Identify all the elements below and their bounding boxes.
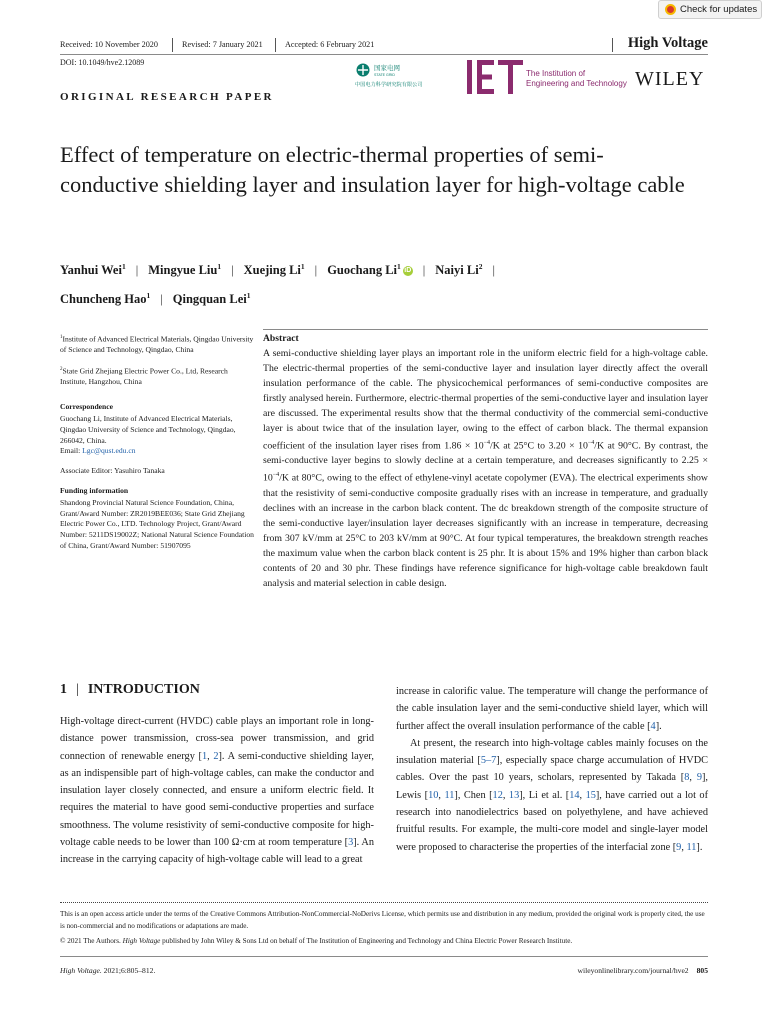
author-separator: | [160, 292, 163, 307]
journal-italic: High Voltage [122, 937, 161, 945]
revised-date: Revised: 7 January 2021 [182, 40, 263, 49]
license-text: This is an open access article under the terms of the Creative Commons Attribution-NonCommercial-NoDerivs License, which permits use and distribution in any medium, provided the original work is properly cited, the use is non-commercial and no modifications or adaptations are made. [60, 910, 705, 930]
wiley-logo: WILEY [635, 68, 705, 90]
section-title: INTRODUCTION [87, 682, 200, 697]
author-separator: | [492, 263, 495, 278]
check-for-updates-label: Check for updates [680, 4, 758, 15]
author-name[interactable]: Yanhui Wei [60, 263, 122, 278]
affiliation-marker: 1 [300, 262, 305, 271]
citation-link[interactable]: 13 [508, 789, 520, 801]
text-run: , [681, 841, 687, 853]
exponent: −4 [483, 440, 490, 446]
citation-link[interactable]: 11 [444, 789, 455, 801]
text-run: published by John Wiley & Sons Ltd on behalf of The Institution of Engineering and Technology and China Electric Power Research Institute. [160, 937, 573, 945]
text-run: , [207, 750, 214, 762]
affiliation-text: Institute of Advanced Electrical Materials, Qingdao University of Science and Technology, Qingdao, China [60, 334, 254, 355]
sg-institute: 中国电力科学研究院有限公司 [355, 82, 423, 88]
section-divider: | [76, 682, 79, 697]
author-separator: | [422, 263, 426, 278]
affiliation-marker: 1 [217, 262, 222, 271]
text-run: ]. A semi-conductive shielding layer, as an indispensible part of high-voltage cables, can make the conductor and insulation layer closely connected, and ensure a uniform electric field. It requires the material to have good semi-conductive properties and surface smoothness. The volume resistivity of semi-conductive composite for high- voltage cable needs to be lower than 100 Ω·cm at room temperature [ [60, 750, 374, 849]
citation-link[interactable]: 9 [676, 841, 682, 853]
citation-link[interactable]: 9 [696, 772, 702, 784]
footer-volume: 2021;6:805–812. [101, 966, 156, 975]
article-title: Effect of temperature on electric-thermal properties of semi-conductive shielding layer and insulation layer for high-voltage cable [60, 142, 685, 197]
funding [60, 486, 256, 552]
check-for-updates-button[interactable] [658, 0, 762, 19]
footer-rule [60, 956, 708, 957]
affiliation-text: State Grid Zhejiang Electric Power Co., Ltd, Research Institute, Hangzhou, China [60, 366, 228, 387]
text-run: ]. An increase in the carrying capacity of high-voltage cable will lead to a great [60, 837, 374, 866]
text-run: , [502, 789, 509, 801]
article-info-sidebar [60, 333, 256, 561]
text-run: , [438, 789, 445, 801]
citation-link[interactable]: 15 [585, 789, 596, 801]
affiliation-marker: 1 [246, 291, 251, 301]
crossmark-icon [665, 4, 676, 15]
text-run: increase in calorific value. The temperature will change the performance of the cable insulation layer and the semi-conductive shield layer, which will further affect the overall insulation performance of the cable [ [396, 686, 708, 732]
abstract-part: A semi-conductive shielding layer plays an important role in the uniform electric field for a high-voltage cable. The electric-thermal properties of the semi-conductive layer and insulation layer directly affect the overall insulation performance of the cable. The physicochemical performances of semi-conductive composites are firstly analysed herein. Furthermore, electric-thermal properties of the semi-conductive layer and insulation layer are discussed. The experimental results show that the thermal conductivity of the commercial semi-conductive layer is about twice that of the insulation layer, owing to the effect of carbon black. The thermal expansion coefficient of the insulation layer rises from 1.86 × 10 [263, 348, 708, 452]
affiliation-marker: 2 [60, 367, 63, 373]
citation-link[interactable]: 12 [492, 789, 503, 801]
sg-en: STATE GRID [374, 73, 396, 77]
text-run: ], Li et al. [ [519, 789, 570, 801]
text-run: ], Chen [ [454, 789, 493, 801]
body-column-right [396, 683, 708, 856]
affiliation-2 [60, 365, 256, 388]
funding-heading: Funding information [60, 486, 129, 496]
author-name[interactable]: Mingyue Liu [148, 263, 218, 278]
author-separator: | [231, 263, 234, 278]
citation-link[interactable]: 14 [569, 789, 580, 801]
iet-logo [467, 60, 629, 94]
text-run: ], Lewis [ [396, 772, 708, 801]
author-name[interactable]: Guochang Li [327, 263, 397, 278]
text-run: © 2021 The Authors. [60, 937, 123, 945]
doi[interactable]: DOI: 10.1049/hve2.12089 [60, 58, 145, 67]
citation-link[interactable]: 8 [684, 772, 690, 784]
article-history-header [60, 35, 708, 54]
article-type: ORIGINAL RESEARCH PAPER [60, 91, 274, 103]
divider [612, 38, 613, 52]
abstract-heading: Abstract [263, 333, 299, 344]
abstract-part: /K at 80°C, owing to the effect of ethylene-vinyl acetate copolymer (EVA). The electrical experiments show that the resistivity of semi-conductive composite gradually rises with an increase in temperature, and gradually declines with an increase in the carbon black content. The dc breakdown strength of the composite structure of the semi-conductive layer/insulation layer decreases significantly with an increase in temperature, decreasing from 307 kV/mm at 25°C to 203 kV/mm at 90°C. At four typical temperatures, the breakdown strength reaches the maximum value when the carbon black content is 25 phr. It is about 15% and 19% higher than carbon black contents of 20 and 30 phr. These findings have reference significance for high-voltage cable breakdown fault analysis and material selection in cable design. [263, 472, 708, 589]
accepted-date: Accepted: 6 February 2021 [285, 40, 375, 49]
citation-link[interactable]: 10 [428, 789, 439, 801]
page-number: 805 [696, 966, 708, 975]
author-name[interactable]: Qingquan Lei [172, 292, 247, 307]
text-run: ], have carried out a lot of research into nanodielectrics based on polyethylene, and have achieved fruitful results. For example, the multi-core model and single-layer model were proposed to characterise the properties of the interfacial zone [ [396, 789, 709, 853]
abstract-text [263, 346, 708, 591]
text-run: , [579, 789, 586, 801]
license-footnote [60, 908, 708, 947]
text-run: ]. [696, 841, 703, 853]
abstract-part: /K at 25°C to 3.20 × 10 [489, 440, 588, 452]
state-grid-logo [355, 62, 467, 90]
paragraph [396, 683, 708, 735]
iet-line2: Engineering and Technology [526, 79, 627, 88]
citation-link[interactable]: 11 [686, 841, 697, 853]
funding-text: Shandong Provincial Natural Science Foundation, China, Grant/Award Number: ZR2019BEE036; State Grid Zhejiang Electric Power Co., LTD. Technology Project, Grant/Award Number: 5211DS19002Z; National Natural Science Foundation of China, Grant/Award Number: 51907095 [60, 497, 254, 551]
text-run: At present, the research into high-voltage cables mainly focuses on the insulation material [ [396, 737, 708, 767]
text-run: ], especially space charge accumulation of HVDC cables. Over the past 10 years, scholars, represented by Takada [ [396, 755, 708, 784]
paragraph [396, 735, 708, 856]
footer-right [578, 966, 708, 975]
iet-line1: The Institution of [526, 69, 586, 78]
correspondence-text: Guochang Li, Institute of Advanced Electrical Materials, Qingdao University of Science and Technology, Qingdao, 266042, China. [60, 414, 236, 445]
header-rule [60, 54, 708, 55]
author-list [60, 254, 710, 312]
abstract-rule [263, 329, 708, 330]
sg-cn: 国家电网 [374, 64, 400, 72]
divider [172, 38, 173, 52]
affiliation-marker: 1 [121, 262, 126, 271]
text-run: High-voltage direct-current (HVDC) cable plays an important role in long-distance power transmission, cross-sea power transmission, and grid connection of renewable energy [ [60, 716, 374, 762]
affiliation-marker: 1 [60, 335, 63, 340]
footer-citation [60, 966, 155, 975]
author-name[interactable]: Naiyi Li [435, 263, 479, 278]
author-separator: | [135, 263, 139, 278]
text-run: , [689, 772, 697, 784]
received-date: Received: 10 November 2020 [60, 40, 158, 49]
citation-link[interactable]: 1 [201, 750, 208, 762]
email-label: Email: [60, 446, 81, 456]
paragraph [60, 713, 374, 869]
exponent: −4 [587, 440, 595, 446]
author-name[interactable]: Xuejing Li [243, 263, 301, 278]
journal-name: High Voltage [627, 35, 708, 51]
orcid-icon[interactable]: iD [404, 267, 412, 275]
affiliation-marker: 1 [397, 262, 401, 271]
affiliation-marker: 2 [478, 262, 483, 271]
footer-journal: High Voltage. [60, 966, 102, 975]
divider [275, 38, 276, 52]
associate-editor: Associate Editor: Yasuhiro Tanaka [60, 466, 165, 476]
exponent: −4 [272, 472, 280, 479]
body-column-left [60, 713, 374, 869]
section-number: 1 [60, 682, 67, 697]
section-heading-introduction [60, 682, 200, 698]
citation-link[interactable]: 4 [650, 720, 656, 732]
abstract-part: /K at 90°C. By contrast, the semi-conductive layer begins to slowly decline at a certain temperature, and decreases significantly to 2.25 × 10 [263, 440, 708, 484]
author-name[interactable]: Chuncheng Hao [60, 292, 147, 307]
journal-url[interactable]: wileyonlinelibrary.com/journal/hve2 [577, 966, 689, 975]
text-run: ]. [655, 720, 662, 732]
copyright-line [60, 935, 708, 947]
affiliation-1 [60, 333, 256, 356]
citation-link[interactable]: 5–7 [480, 755, 497, 767]
author-separator: | [314, 263, 318, 278]
footnote-rule [60, 902, 708, 903]
citation-link[interactable]: 2 [213, 750, 219, 762]
affiliation-marker: 1 [146, 291, 151, 301]
email-link[interactable]: Lgc@qust.edu.cn [82, 446, 136, 456]
correspondence [60, 402, 256, 457]
correspondence-heading: Correspondence [60, 402, 114, 412]
citation-link[interactable]: 3 [348, 837, 354, 849]
